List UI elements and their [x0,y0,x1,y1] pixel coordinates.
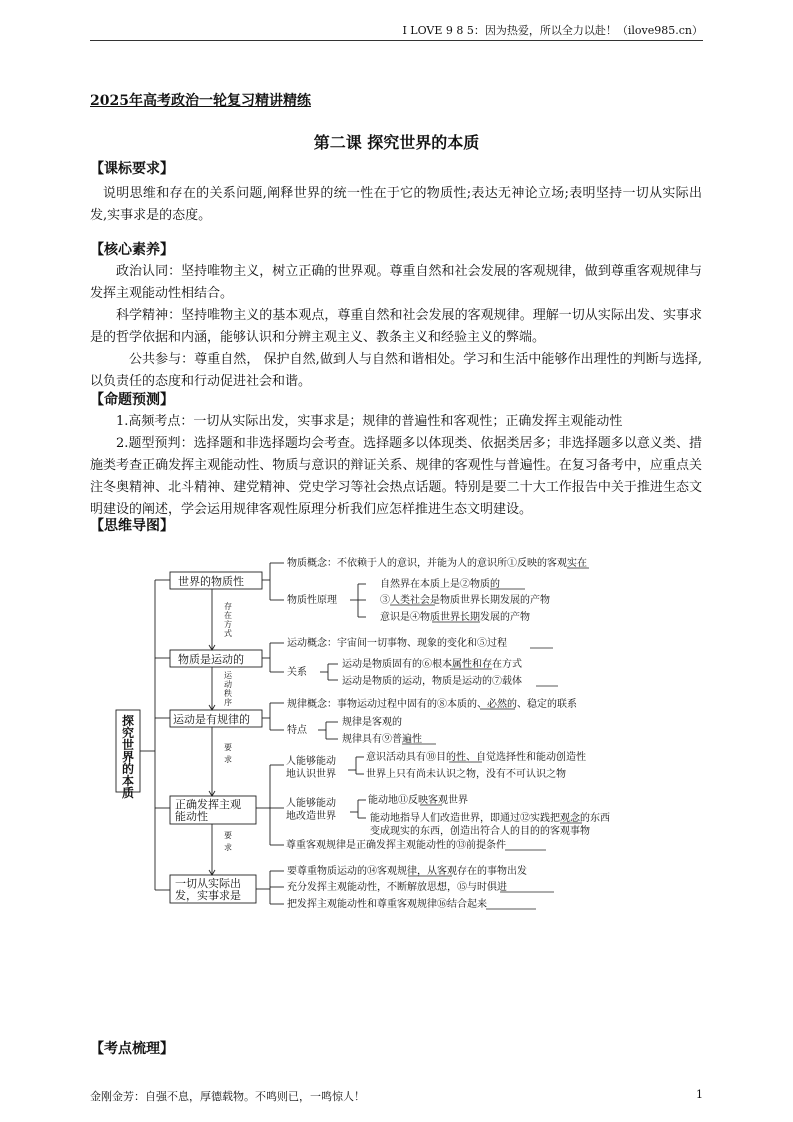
link-label: 要 [224,743,232,752]
section-heading-mingti: 【命题预测】 [90,392,174,408]
link-label: 求 [224,843,232,852]
b4-1y: 世界上只有尚未认识之物，没有不可认识之物 [366,769,566,780]
b4-2y: 能动地指导人们改造世界，即通过⑫实践把观念的东西 [370,813,610,824]
link-label: 动 [224,680,232,689]
b4-2x: 能动地⑪反映客观世界 [368,795,468,806]
b4-3: 尊重客观规律是正确发挥主观能动性的⑬前提条件 [286,840,506,851]
page-footer [90,1088,703,1104]
mingti-p1: 1.高频考点：一切从实际出发，实事求是；规律的普遍性和客观性；正确发挥主观能动性 [116,414,623,429]
section-heading-hexin: 【核心素养】 [90,242,174,258]
hexin-p1: 政治认同：坚持唯物主义，树立正确的世界观。尊重自然和社会发展的客观规律，做到尊重客观规律与发挥主观能动性相结合。 [90,264,702,301]
root-char: 的 [122,762,135,776]
document-title: 2025年高考政治一轮复习精讲精练 [90,93,311,109]
b4-1x: 意识活动具有⑩目的性、自觉选择性和能动创造性 [366,752,586,763]
link-label: 求 [224,755,232,764]
page-number: 1 [696,1088,703,1101]
kebiao-text: 说明思维和存在的关系问题,阐释世界的统一性在于它的物质性;表达无神论立场;表明坚持一切从实际出发,实事求是的态度。 [90,186,702,223]
root-char: 究 [122,726,135,740]
root-char: 质 [122,786,135,800]
root-char: 探 [122,714,135,728]
section-heading-kaodian: 【考点梳理】 [90,1041,174,1057]
b5-2: 充分发挥主观能动性，不断解放思想，⑮与时俱进 [287,882,507,893]
node-label: 发，实事求是 [175,889,241,902]
b3-2b: 规律具有⑨普遍性 [342,734,422,745]
link-label: 要 [224,831,232,840]
node-label: 世界的物质性 [178,575,244,588]
link-label: 秩 [224,689,232,698]
hexin-p2: 科学精神：坚持唯物主义的基本观点，尊重自然和社会发展的客观规律。理解一切从实际出发、实事求是的哲学依据和内涵，能够认识和分辨主观主义、教条主义和经验主义的弊端。 [90,308,702,345]
b5-1: 要尊重物质运动的⑭客观规律，从客观存在的事物出发 [287,866,527,877]
link-label: 在 [224,611,232,620]
link-label: 式 [224,629,232,638]
b1-2b: ③人类社会是物质世界长期发展的产物 [380,595,550,606]
lesson-title: 第二课 探究世界的本质 [313,133,480,152]
b4-2y2: 变成现实的东西，创造出符合人的目的的客观事物 [370,826,590,837]
node-label: 物质是运动的 [178,653,244,666]
hexin-p3: 公共参与：尊重自然， 保护自然,做到人与自然和谐相处。学习和生活中能够作出理性的判断与选择,以负责任的态度和行动促进社会和谐。 [90,352,702,389]
b2-2b: 运动是物质的运动，物质是运动的⑦载体 [342,676,522,687]
b3-2: 特点 [287,725,307,736]
link-label: 运 [224,671,232,680]
b1-1: 物质概念：不依赖于人的意识，并能为人的意识所①反映的客观实在 [287,558,587,569]
root-char: 世 [122,738,135,752]
b3-1: 规律概念：事物运动过程中固有的⑧本质的、必然的、稳定的联系 [287,699,577,710]
b1-2: 物质性原理 [287,595,337,606]
b3-2a: 规律是客观的 [342,717,402,728]
section-heading-kebiao: 【课标要求】 [90,161,174,177]
link-label: 存 [224,602,232,611]
b4-2b: 地改造世界 [286,811,336,822]
node-label: 正确发挥主观 [175,798,241,811]
b1-2c: 意识是④物质世界长期发展的产物 [380,612,530,623]
node-label: 一切从实际出 [175,877,241,890]
page-header: I LOVE 9 8 5：因为热爱，所以全力以赴！（ilove985.cn） [90,22,703,41]
link-label: 序 [224,698,232,707]
section-heading-siwei: 【思维导图】 [90,518,174,534]
footer-motto: 金刚金芳：自强不息，厚德载物。不鸣则已，一鸣惊人！ [90,1090,365,1103]
b5-3: 把发挥主观能动性和尊重客观规律⑯结合起来 [287,899,487,910]
root-char: 本 [122,774,135,788]
node-label: 能动性 [175,810,208,823]
root-char: 界 [122,750,135,764]
node-label: 运动是有规律的 [173,713,250,726]
b2-2a: 运动是物质固有的⑥根本属性和存在方式 [342,659,522,670]
b4-2a: 人能够能动 [286,798,336,809]
b1-2a: 自然界在本质上是②物质的 [380,579,500,590]
b2-1: 运动概念：宇宙间一切事物、现象的变化和⑤过程 [287,638,507,649]
b2-2: 关系 [287,667,307,678]
mingti-p2: 2.题型预判：选择题和非选择题均会考查。选择题多以体现类、依据类居多；非选择题多以意义类、措施类考查正确发挥主观能动性、物质与意识的辩证关系、规律的客观性与普遍性。在复习备考中，应重点关注冬奥精神、北斗精神、建党精神、党史学习等社会热点话题。特别是要二十大工作报告中关于推进生态文明建设的阐述，学会运用规律客观性原理分析我们应怎样推进生态文明建设。 [90,436,702,517]
b4-1b: 地认识世界 [286,769,336,780]
link-label: 方 [224,620,232,629]
b4-1a: 人能够能动 [286,756,336,767]
